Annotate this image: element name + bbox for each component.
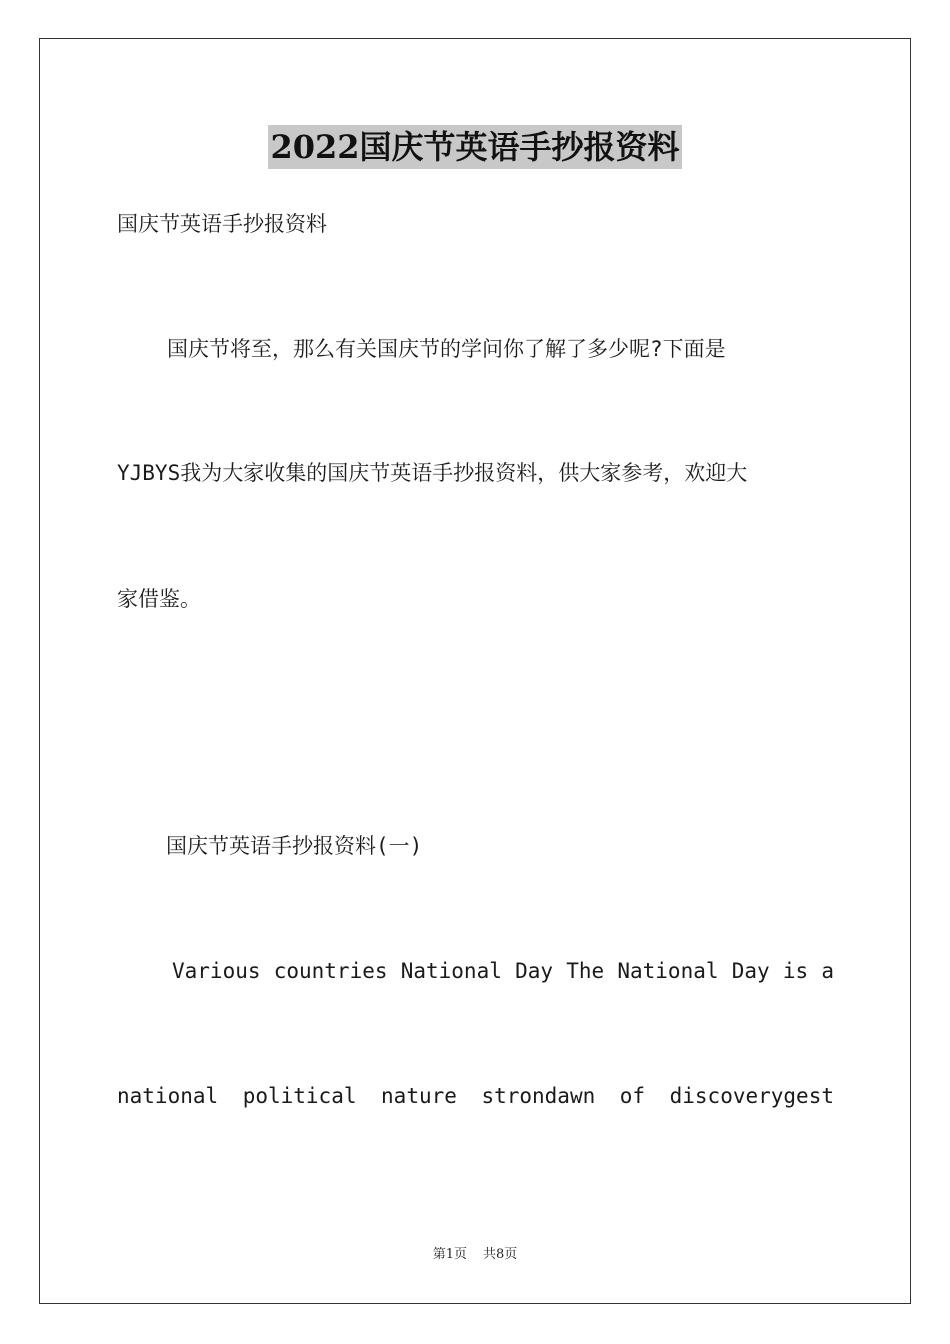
intro-line-3: 家借鉴。 [117,587,201,611]
page-number: 第1页 [432,1247,467,1262]
document-subtitle: 国庆节英语手抄报资料 [117,212,327,236]
document-title: 2022国庆节英语手抄报资料 [268,125,681,169]
page-total: 共8页 [483,1247,518,1262]
body-line-2: national political nature strondawn of discoverygest [117,1084,834,1108]
section-heading: 国庆节英语手抄报资料(一) [166,834,423,858]
title-container [0,125,950,169]
intro-line-1: 国庆节将至，那么有关国庆节的学问你了解了多少呢?下面是 [167,337,726,361]
body-line-1: Various countries National Day The National Day is a [172,959,834,983]
intro-line-2: YJBYS我为大家收集的国庆节英语手抄报资料，供大家参考，欢迎大 [117,461,748,485]
page-footer [0,1246,950,1264]
